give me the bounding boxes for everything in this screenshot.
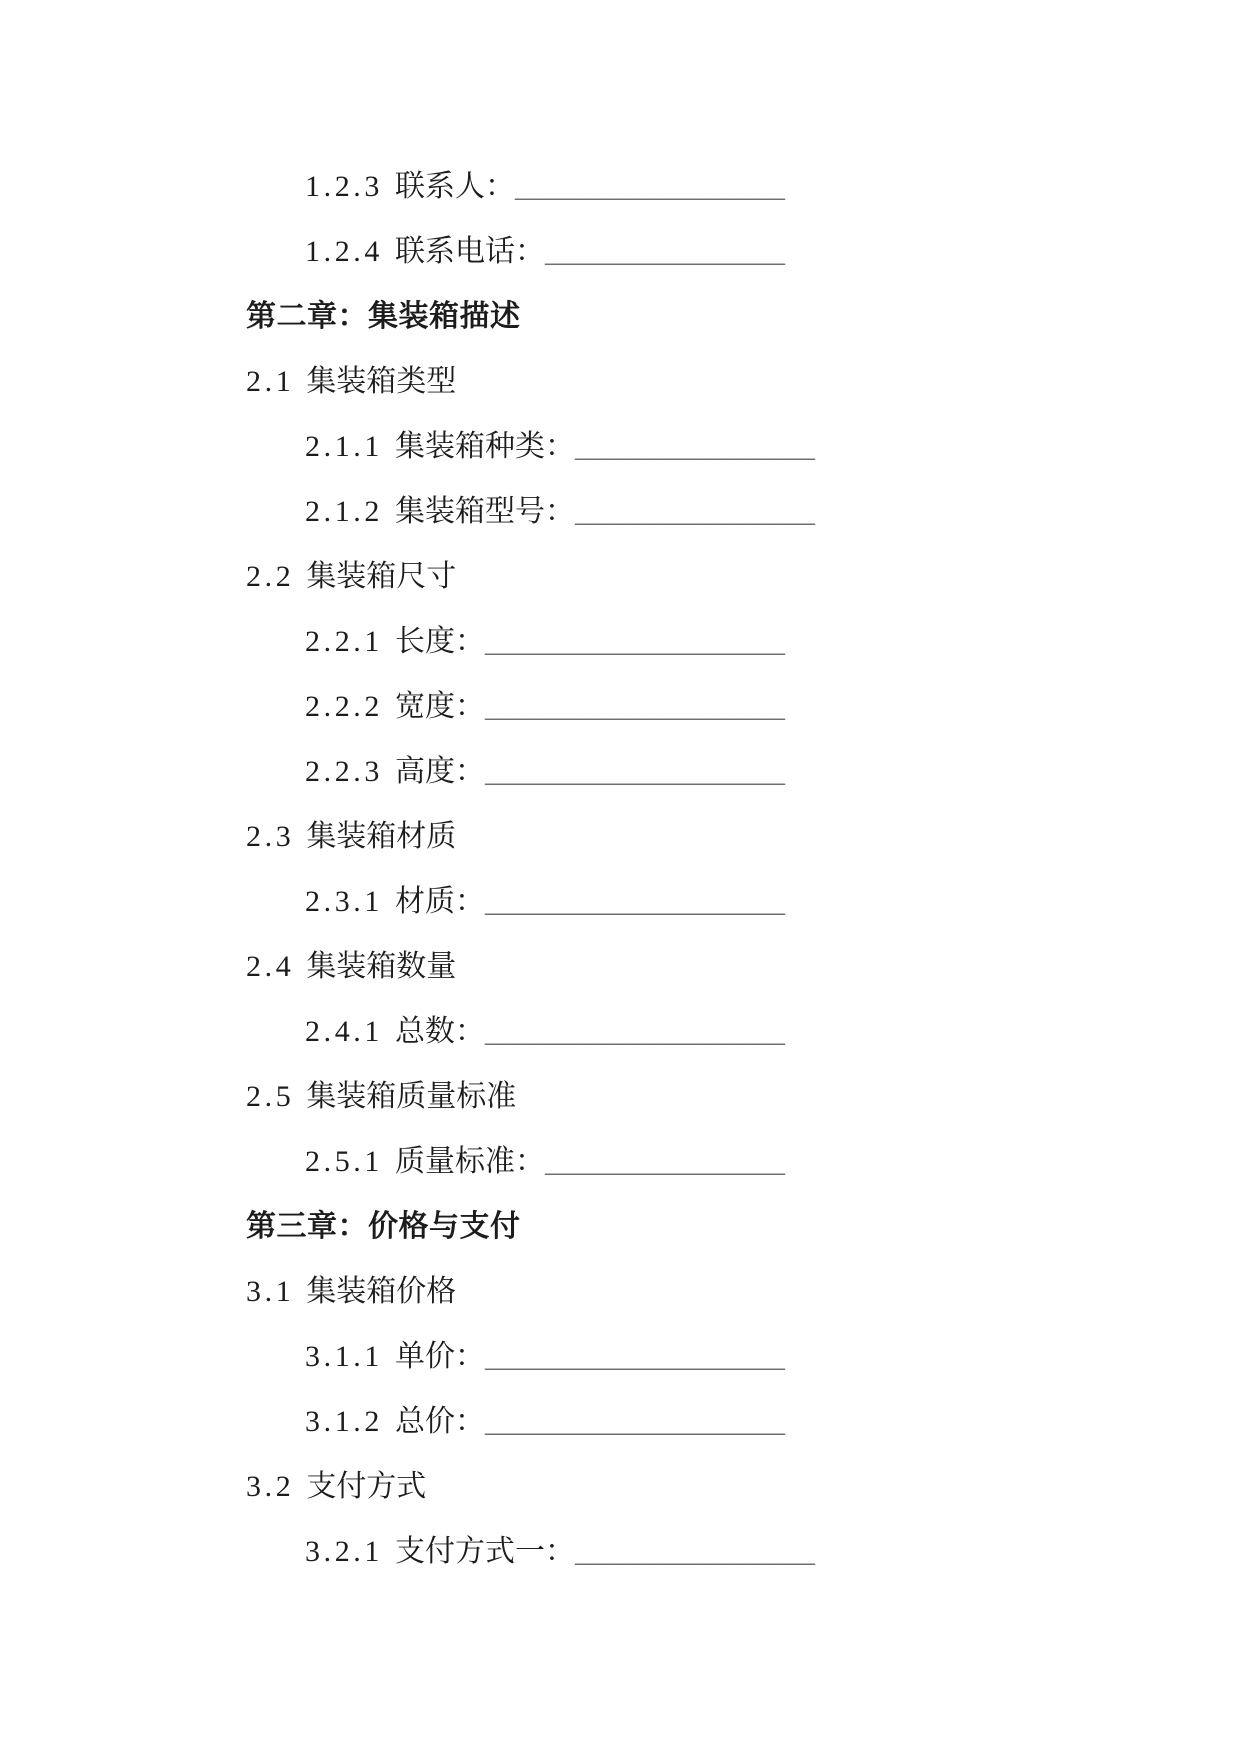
section-heading [246, 349, 1160, 414]
fill-in-blank[interactable]: ________________ [545, 1145, 785, 1178]
form-field-line [246, 1519, 1160, 1584]
section-label: 集装箱类型 [306, 365, 457, 398]
section-label: 集装箱质量标准 [306, 1080, 517, 1113]
form-field-line [246, 154, 1160, 219]
section-heading [246, 934, 1160, 999]
section-label: 支付方式 [306, 1470, 427, 1503]
section-label: 集装箱价格 [306, 1275, 457, 1308]
clause-number: 3.1.2 [305, 1405, 383, 1438]
field-label: 长度： [395, 625, 485, 658]
form-field-line [246, 999, 1160, 1064]
section-heading [246, 1259, 1160, 1324]
clause-number: 2.1 [246, 365, 295, 398]
fill-in-blank[interactable]: ____________________ [485, 625, 785, 658]
fill-in-blank[interactable]: ____________________ [485, 1015, 785, 1048]
form-field-line [246, 1389, 1160, 1454]
clause-number: 2.1.2 [305, 495, 383, 528]
field-label: 联系人： [395, 170, 515, 203]
clause-number: 2.4 [246, 950, 295, 983]
form-field-line [246, 1324, 1160, 1389]
form-field-line [246, 414, 1160, 479]
clause-number: 2.1.1 [305, 430, 383, 463]
section-heading [246, 544, 1160, 609]
form-field-line [246, 869, 1160, 934]
fill-in-blank[interactable]: __________________ [515, 170, 785, 203]
clause-number: 2.2.2 [305, 690, 383, 723]
fill-in-blank[interactable]: ________________ [545, 235, 785, 268]
fill-in-blank[interactable]: ________________ [575, 495, 815, 528]
chapter-title: 第二章：集装箱描述 [246, 300, 521, 333]
field-label: 材质： [395, 885, 485, 918]
chapter-heading [246, 284, 1160, 349]
section-heading [246, 804, 1160, 869]
section-heading [246, 1064, 1160, 1129]
clause-number: 2.4.1 [305, 1015, 383, 1048]
field-label: 质量标准： [395, 1145, 545, 1178]
clause-number: 2.2.1 [305, 625, 383, 658]
clause-number: 3.1.1 [305, 1340, 383, 1373]
clause-number: 1.2.4 [305, 235, 383, 268]
chapter-title: 第三章：价格与支付 [246, 1210, 521, 1243]
clause-number: 3.1 [246, 1275, 295, 1308]
clause-number: 3.2 [246, 1470, 295, 1503]
clause-number: 2.2 [246, 560, 295, 593]
form-field-line [246, 674, 1160, 739]
fill-in-blank[interactable]: ________________ [575, 1535, 815, 1568]
section-label: 集装箱数量 [306, 950, 457, 983]
form-field-line [246, 739, 1160, 804]
clause-number: 2.5 [246, 1080, 295, 1113]
clause-number: 1.2.3 [305, 170, 383, 203]
section-label: 集装箱材质 [306, 820, 457, 853]
chapter-heading [246, 1194, 1160, 1259]
clause-number: 2.2.3 [305, 755, 383, 788]
section-heading [246, 1454, 1160, 1519]
clause-number: 2.3 [246, 820, 295, 853]
field-label: 宽度： [395, 690, 485, 723]
field-label: 总价： [395, 1405, 485, 1438]
fill-in-blank[interactable]: ____________________ [485, 1405, 785, 1438]
fill-in-blank[interactable]: ____________________ [485, 690, 785, 723]
clause-number: 2.5.1 [305, 1145, 383, 1178]
field-label: 支付方式一： [395, 1535, 575, 1568]
form-field-line [246, 479, 1160, 544]
field-label: 高度： [395, 755, 485, 788]
field-label: 集装箱型号： [395, 495, 575, 528]
clause-number: 3.2.1 [305, 1535, 383, 1568]
clause-number: 2.3.1 [305, 885, 383, 918]
section-label: 集装箱尺寸 [306, 560, 457, 593]
form-field-line [246, 609, 1160, 674]
fill-in-blank[interactable]: ____________________ [485, 755, 785, 788]
field-label: 单价： [395, 1340, 485, 1373]
field-label: 总数： [395, 1015, 485, 1048]
fill-in-blank[interactable]: ____________________ [485, 885, 785, 918]
field-label: 集装箱种类： [395, 430, 575, 463]
form-field-line [246, 219, 1160, 284]
field-label: 联系电话： [395, 235, 545, 268]
fill-in-blank[interactable]: ____________________ [485, 1340, 785, 1373]
fill-in-blank[interactable]: ________________ [575, 430, 815, 463]
form-field-line [246, 1129, 1160, 1194]
